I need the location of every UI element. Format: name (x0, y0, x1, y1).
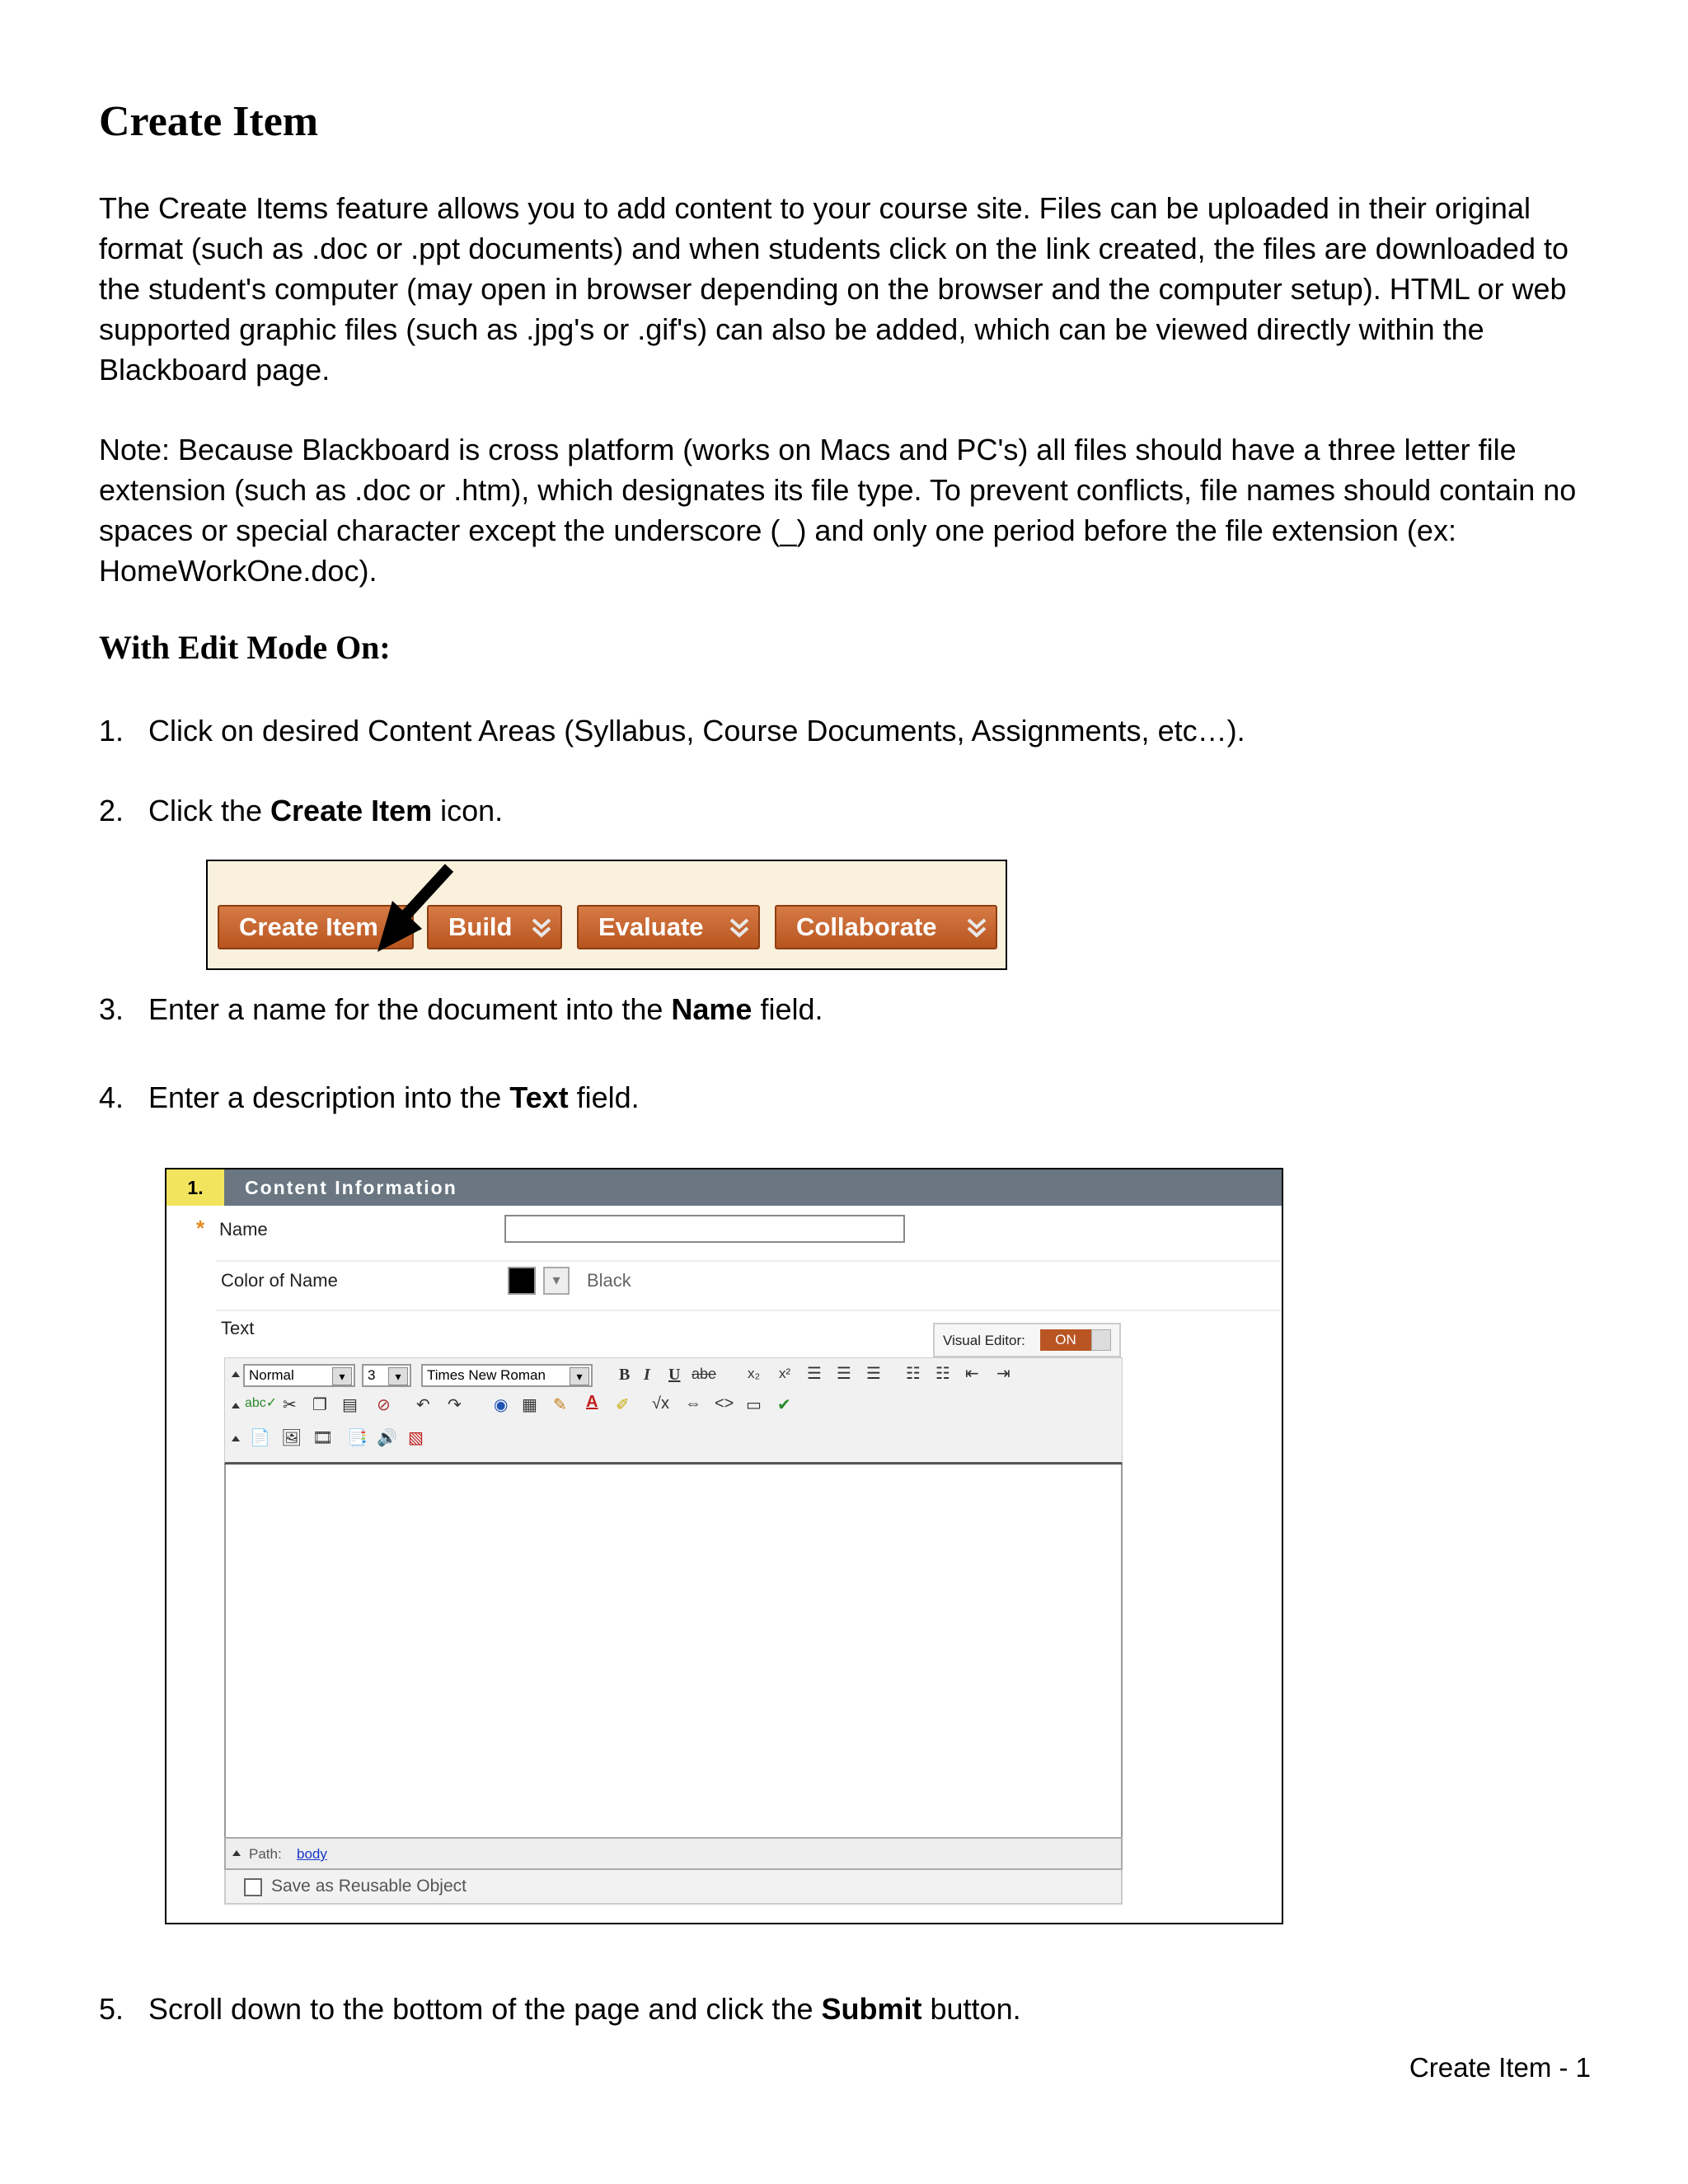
step-4: 4. Enter a description into the Text field. (99, 1080, 640, 1114)
visual-editor-off[interactable] (1091, 1329, 1111, 1351)
section-header (166, 1169, 1282, 1206)
path-body-link[interactable]: body (297, 1846, 327, 1862)
embed-icon[interactable]: ⇔ (685, 1394, 701, 1413)
strikethrough-icon[interactable]: abe (692, 1366, 717, 1382)
highlight-icon[interactable]: ✐ (616, 1396, 630, 1414)
visual-editor-toggle[interactable] (933, 1323, 1121, 1357)
note-paragraph: Note: Because Blackboard is cross platform (works on Macs and PC's) all files should have a three letter file extension (such as .doc or .htm), which designates its file type. To prevent conflicts, file names should contain no spaces or special character except the underscore (_) and only one period before the file extension (ex: HomeWorkOne.doc). (99, 433, 1577, 588)
cut-icon[interactable]: ✂ (283, 1396, 297, 1414)
chevron-down-icon (531, 916, 552, 940)
link-icon[interactable]: ◉ (494, 1396, 509, 1414)
collapse-icon[interactable] (232, 1436, 240, 1441)
step-5: 5. Scroll down to the bottom of the page and click the Submit button. (99, 1992, 1021, 2026)
visual-editor-on[interactable]: ON (1040, 1329, 1091, 1351)
step-3: 3. Enter a name for the document into the Name field. (99, 992, 823, 1026)
build-button[interactable]: Build (427, 905, 562, 949)
align-left-icon[interactable]: ☰ (807, 1365, 822, 1383)
insert-media-icon[interactable]: 🎞 (312, 1429, 334, 1447)
page-footer: Create Item - 1 (1409, 2052, 1591, 2083)
format-select[interactable]: Normal ▾ (243, 1364, 355, 1387)
color-of-name-label: Color of Name (221, 1270, 338, 1291)
align-center-icon[interactable]: ☰ (837, 1365, 851, 1383)
chevron-down-icon (966, 916, 987, 940)
insert-pdf-icon[interactable]: ▧ (408, 1429, 424, 1447)
pencil-icon[interactable]: ✎ (553, 1396, 567, 1414)
collapse-icon[interactable] (232, 1850, 241, 1856)
paste-icon[interactable]: ▤ (342, 1396, 358, 1414)
math-icon[interactable]: √x (652, 1394, 669, 1413)
italic-icon[interactable]: I (644, 1366, 650, 1384)
align-right-icon[interactable]: ☰ (866, 1365, 881, 1383)
name-label: Name (219, 1219, 268, 1240)
create-item-button[interactable]: Create Item (218, 905, 414, 949)
collapse-icon[interactable] (232, 1403, 240, 1408)
reusable-object-label: Save as Reusable Object (271, 1877, 467, 1896)
pointer-arrow-icon (371, 860, 462, 958)
editor-toolbar (224, 1357, 1123, 1465)
section-title: Content Information (245, 1177, 457, 1198)
content-information-screenshot (165, 1168, 1283, 1924)
edit-mode-heading: With Edit Mode On: (99, 629, 391, 666)
text-label: Text (221, 1318, 255, 1338)
unlink-icon[interactable]: ⊘ (377, 1396, 391, 1414)
copy-icon[interactable]: ❐ (312, 1396, 327, 1414)
text-editor-area[interactable] (224, 1465, 1123, 1837)
size-select[interactable]: 3 ▾ (362, 1364, 411, 1387)
outdent-icon[interactable]: ⇤ (965, 1365, 979, 1383)
step-2: 2. Click the Create Item icon. (99, 794, 504, 827)
redo-icon[interactable]: ↷ (448, 1396, 462, 1414)
insert-audio-icon[interactable]: 🔊 (377, 1429, 397, 1447)
divider (216, 1310, 1282, 1311)
button-bar-screenshot (206, 860, 1007, 970)
visual-editor-label: Visual Editor: (943, 1333, 1025, 1348)
name-input[interactable] (504, 1215, 905, 1243)
numbered-list-icon[interactable]: ☷ (906, 1365, 921, 1383)
required-icon: * (196, 1216, 205, 1240)
collapse-icon[interactable] (232, 1371, 240, 1377)
reusable-object-row (224, 1870, 1123, 1905)
underline-icon[interactable]: U (668, 1366, 681, 1384)
superscript-icon[interactable]: x² (779, 1366, 791, 1381)
path-bar (224, 1837, 1123, 1870)
table-icon[interactable]: ▦ (522, 1396, 537, 1414)
preview-icon[interactable]: ▭ (746, 1396, 762, 1414)
text-color-icon[interactable]: A (586, 1393, 598, 1411)
insert-image-icon[interactable]: 🖼 (281, 1429, 302, 1447)
color-picker-button[interactable]: ▾ (543, 1267, 570, 1295)
collaborate-button[interactable]: Collaborate (775, 905, 997, 949)
subscript-icon[interactable]: x₂ (748, 1366, 761, 1381)
html-source-icon[interactable]: <> (715, 1394, 734, 1413)
insert-document-icon[interactable]: 📑 (347, 1429, 368, 1447)
path-label: Path: (249, 1846, 282, 1862)
step-1: 1. Click on desired Content Areas (Syllabus, Course Documents, Assignments, etc…). (99, 714, 1245, 748)
color-value: Black (587, 1270, 631, 1291)
spellcheck-icon[interactable]: abc✓ (245, 1396, 278, 1410)
chevron-down-icon (729, 916, 750, 940)
undo-icon[interactable]: ↶ (416, 1396, 430, 1414)
bullet-list-icon[interactable]: ☷ (935, 1365, 950, 1383)
evaluate-button[interactable]: Evaluate (577, 905, 760, 949)
attach-file-icon[interactable]: 📄 (250, 1429, 270, 1447)
indent-icon[interactable]: ⇥ (996, 1365, 1010, 1383)
page-title: Create Item (99, 98, 319, 145)
bold-icon[interactable]: B (619, 1366, 631, 1384)
divider (216, 1260, 1282, 1262)
intro-paragraph: The Create Items feature allows you to add content to your course site. Files can be uploaded in their original format (such as .doc or .ppt documents) and when students click on the link created, the files are downloaded to the student's computer (may open in browser depending on the browser and the computer setup). HTML or web supported graphic files (such as .jpg's or .gif's) can also be added, which can be viewed directly within the Blackboard page. (99, 191, 1568, 387)
reusable-object-checkbox[interactable] (244, 1878, 262, 1896)
color-swatch[interactable] (508, 1267, 536, 1295)
section-number: 1. (166, 1169, 224, 1206)
check-icon[interactable]: ✔ (777, 1396, 791, 1414)
font-select[interactable]: Times New Roman ▾ (421, 1364, 593, 1387)
